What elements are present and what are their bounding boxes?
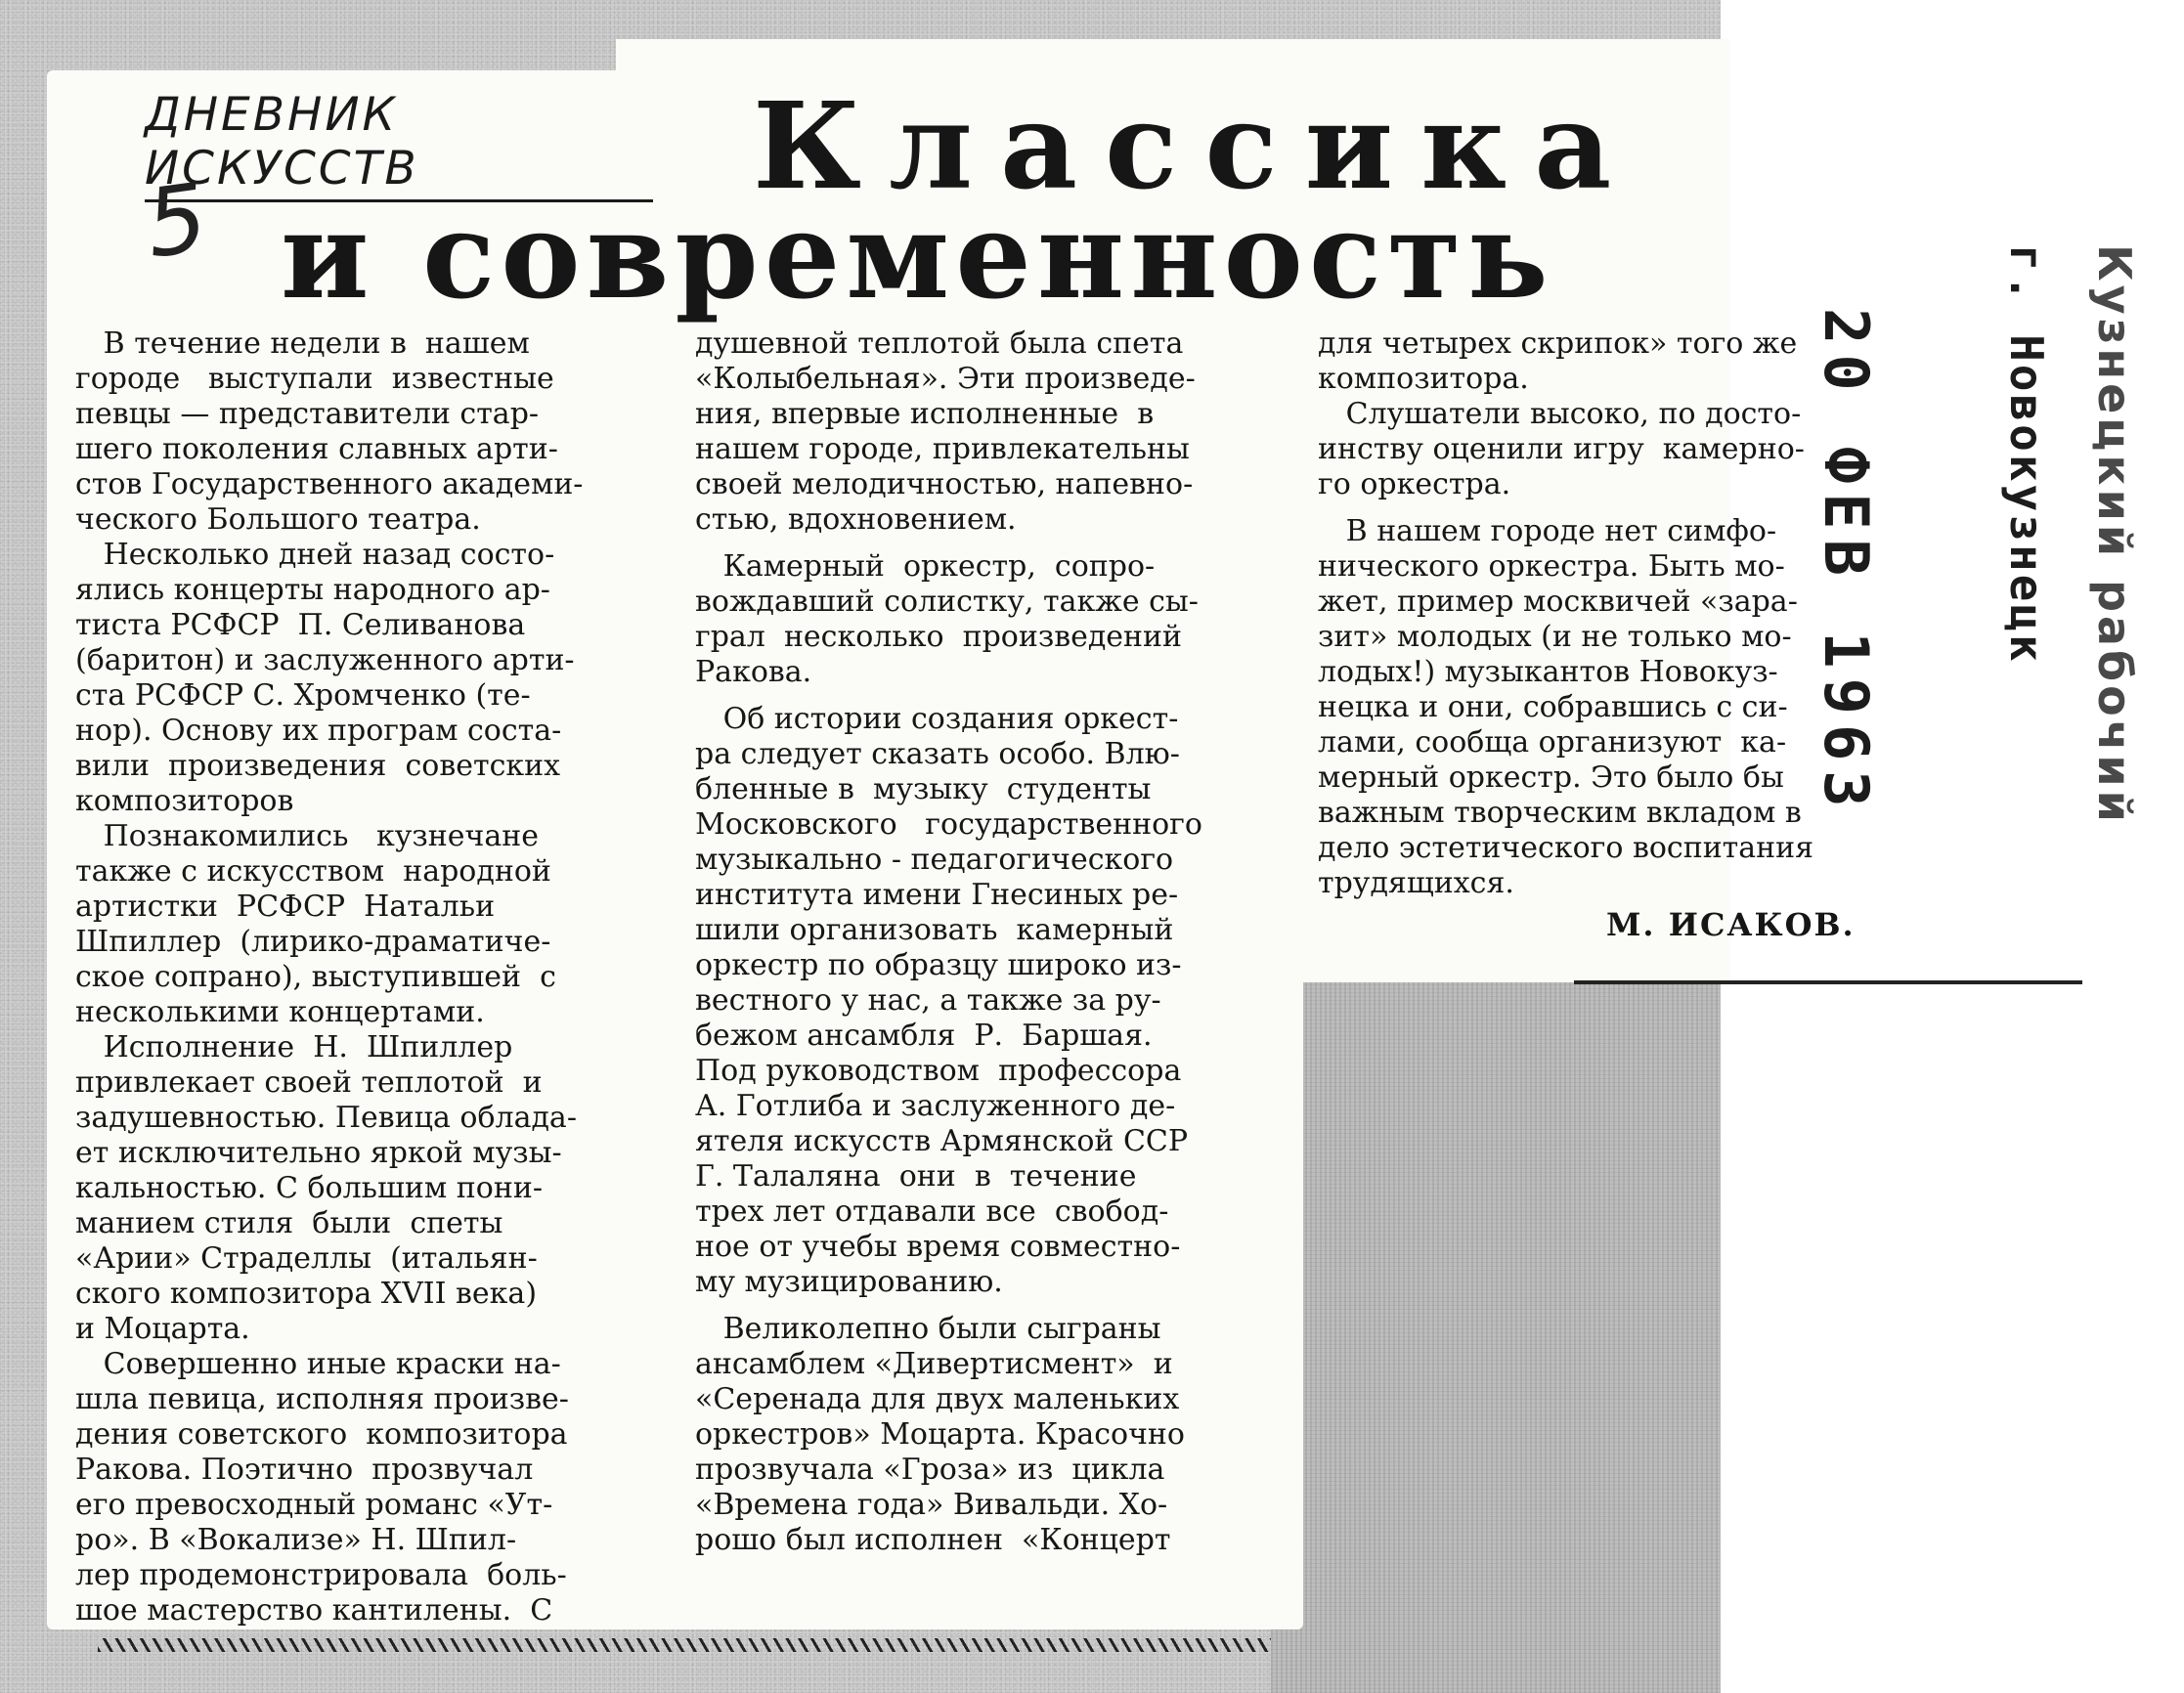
article-line: зит» молодых (и не только мо-: [1318, 620, 1792, 654]
article-line: прозвучала «Гроза» из цикла: [695, 1453, 1165, 1487]
article-line: ятеля искусств Армянской ССР: [695, 1124, 1189, 1158]
article-line: ского композитора XVII века): [75, 1277, 538, 1311]
article-line: ное от учебы время совместно-: [695, 1230, 1181, 1264]
article-line: Ракова. Поэтично прозвучал: [75, 1453, 534, 1487]
article-line: бежом ансамбля Р. Баршая.: [695, 1019, 1153, 1053]
article-line: Великолепно были сыграны: [695, 1312, 1161, 1346]
article-line: шое мастерство кантилены. С: [75, 1593, 553, 1628]
article-line: вестного у нас, а также за ру-: [695, 983, 1161, 1018]
article-line: «Времена года» Вивальди. Хо-: [695, 1488, 1168, 1522]
article-line: манием стиля были спеты: [75, 1206, 503, 1240]
article-line: нецка и они, собравшись с си-: [1318, 690, 1788, 724]
article-line: нашем городе, привлекательны: [695, 432, 1190, 466]
article-line: дело эстетического воспитания: [1318, 831, 1814, 865]
article-line: Познакомились кузнечане: [75, 819, 539, 853]
article-line: нор). Основу их програм соста-: [75, 714, 562, 748]
article-line: трудящихся.: [1318, 866, 1514, 900]
article-line: трех лет отдавали все свобод-: [695, 1194, 1169, 1229]
article-line: стов Государственного академи-: [75, 467, 584, 501]
article-line: ния, впервые исполненные в: [695, 397, 1155, 431]
article-line: Совершенно иные краски на-: [75, 1347, 561, 1381]
article-line: [695, 538, 1266, 549]
article-line: композиторов: [75, 784, 294, 818]
article-line: Ракова.: [695, 655, 812, 689]
date-stamp: 20 ФЕВ 1963: [1811, 308, 1882, 817]
column-rule: [1574, 980, 2082, 984]
article-line: нического оркестра. Быть мо-: [1318, 549, 1785, 584]
newspaper-stamp: Кузнецкий рабочий: [2088, 244, 2141, 826]
article-line: Об истории создания оркест-: [695, 702, 1179, 736]
rubric-heading: ДНЕВНИК ИСКУССТВ: [145, 88, 653, 202]
article-line: Под руководством профессора: [695, 1054, 1182, 1088]
article-line: певцы — представители стар-: [75, 397, 540, 431]
article-line: вождавший солистку, также сы-: [695, 585, 1199, 619]
article-line: тиста РСФСР П. Селиванова: [75, 608, 526, 642]
article-line: также с искусством народной: [75, 854, 551, 889]
article-column-3: [1318, 326, 1889, 901]
article-line: артистки РСФСР Натальи: [75, 890, 496, 924]
article-line: го оркестра.: [1318, 467, 1511, 501]
author-signature: М. ИСАКОВ.: [1606, 906, 1856, 943]
article-line: инству оценили игру камерно-: [1318, 432, 1805, 466]
article-line: вили произведения советских: [75, 749, 561, 783]
article-line: для четырех скрипок» того же: [1318, 326, 1798, 361]
article-line: шили организовать камерный: [695, 913, 1174, 947]
article-line: шла певица, исполняя произве-: [75, 1382, 569, 1416]
article-line: лер продемонстрировала боль-: [75, 1558, 567, 1592]
article-line: рошо был исполнен «Концерт: [695, 1523, 1171, 1557]
city-stamp: г. Новокузнецк: [2000, 244, 2053, 665]
article-line: дения советского композитора: [75, 1417, 568, 1452]
article-line: важным творческим вкладом в: [1318, 796, 1802, 830]
article-line: шего поколения славных арти-: [75, 432, 558, 466]
article-line: Камерный оркестр, сопро-: [695, 549, 1156, 584]
article-line: привлекает своей теплотой и: [75, 1065, 543, 1100]
article-line: ет исключительно яркой музы-: [75, 1136, 562, 1170]
article-line: [1318, 502, 1889, 514]
article-line: лами, сообща организуют ка-: [1318, 725, 1787, 760]
article-column-1: [75, 326, 646, 1628]
clipping-torn-edge: [98, 1638, 1271, 1652]
article-line: Г. Талаляна они в течение: [695, 1159, 1137, 1194]
article-line: своей мелодичностью, напевно-: [695, 467, 1194, 501]
article-line: оркестров» Моцарта. Красочно: [695, 1417, 1185, 1452]
article-line: музыкально - педагогического: [695, 843, 1174, 877]
article-line: ра следует сказать особо. Влю-: [695, 737, 1180, 771]
article-line: Московского государственного: [695, 807, 1202, 842]
article-line: душевной теплотой была спета: [695, 326, 1184, 361]
article-line: несколькими концертами.: [75, 995, 485, 1029]
article-line: [695, 1300, 1266, 1312]
article-line: ское сопрано), выступившей с: [75, 960, 556, 994]
article-line: (баритон) и заслуженного арти-: [75, 643, 575, 677]
article-line: ческого Большого театра.: [75, 502, 481, 537]
article-line: Шпиллер (лирико-драматиче-: [75, 925, 551, 959]
article-line: ста РСФСР С. Хромченко (те-: [75, 678, 531, 713]
article-line: ро». В «Вокализе» Н. Шпил-: [75, 1523, 517, 1557]
article-line: Несколько дней назад состо-: [75, 538, 555, 572]
article-line: городе выступали известные: [75, 362, 554, 396]
article-line: «Арии» Страделлы (итальян-: [75, 1241, 538, 1276]
article-line: «Серенада для двух маленьких: [695, 1382, 1180, 1416]
article-column-2: [695, 326, 1266, 1558]
article-line: му музицированию.: [695, 1265, 1003, 1299]
article-line: института имени Гнесиных ре-: [695, 878, 1179, 912]
article-line: оркестр по образцу широко из-: [695, 948, 1182, 982]
article-line: «Колыбельная». Эти произведе-: [695, 362, 1196, 396]
article-line: мерный оркестр. Это было бы: [1318, 760, 1784, 795]
article-line: задушевностью. Певица облада-: [75, 1101, 577, 1135]
article-line: Слушатели высоко, по досто-: [1318, 397, 1802, 431]
article-line: кальностью. С большим пони-: [75, 1171, 543, 1205]
article-line: лодых!) музыкантов Новокуз-: [1318, 655, 1778, 689]
article-line: бленные в музыку студенты: [695, 772, 1152, 806]
article-title-line2: и современность: [281, 185, 1554, 326]
article-line: [695, 690, 1266, 702]
article-line: стью, вдохновением.: [695, 502, 1017, 537]
handwritten-mark: 5: [139, 162, 214, 280]
article-title-line1: Классика: [753, 75, 1639, 216]
article-line: и Моцарта.: [75, 1312, 250, 1346]
scan-noise-area: [1271, 968, 1779, 1693]
article-line: Исполнение Н. Шпиллер: [75, 1030, 513, 1064]
article-line: А. Готлиба и заслуженного де-: [695, 1089, 1176, 1123]
article-line: композитора.: [1318, 362, 1529, 396]
article-line: его превосходный романс «Ут-: [75, 1488, 553, 1522]
article-line: В течение недели в нашем: [75, 326, 530, 361]
article-line: В нашем городе нет симфо-: [1318, 514, 1777, 548]
article-line: жет, пример москвичей «зара-: [1318, 585, 1798, 619]
article-line: ялись концерты народного ар-: [75, 573, 550, 607]
article-line: ансамблем «Дивертисмент» и: [695, 1347, 1173, 1381]
article-line: грал несколько произведений: [695, 620, 1183, 654]
